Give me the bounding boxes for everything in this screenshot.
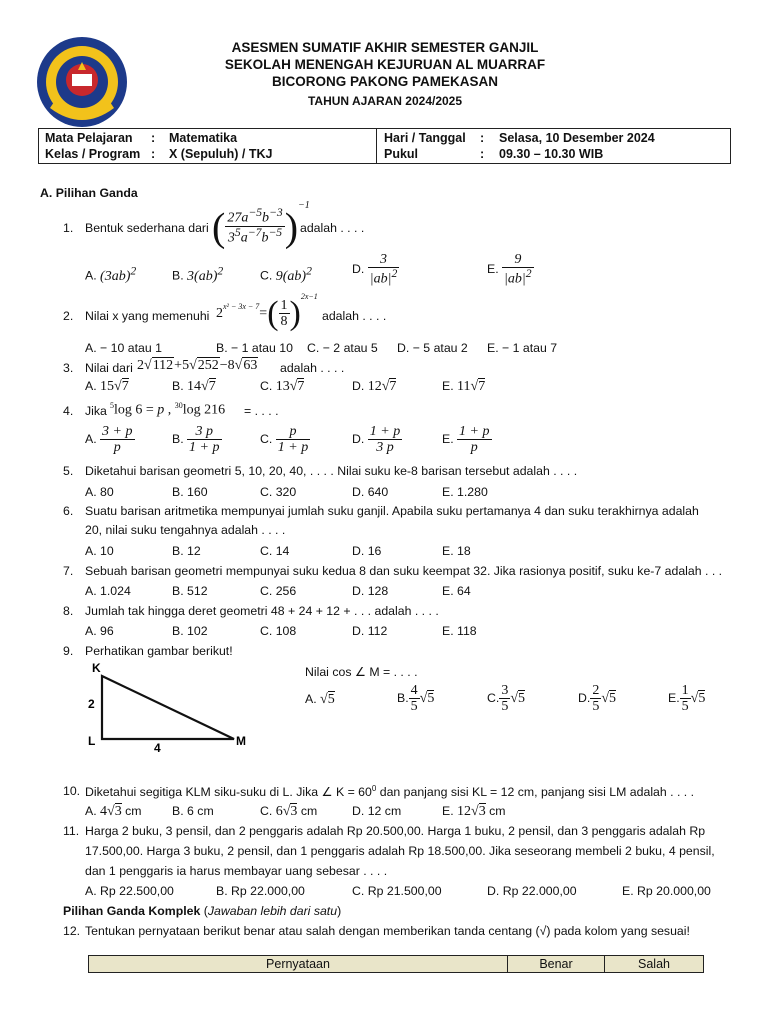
option-label: C. [260, 379, 273, 393]
q7-option-a[interactable]: A. 1.024 [85, 584, 131, 598]
q2-option-d[interactable]: D. − 5 atau 2 [397, 341, 468, 355]
q4-number: 4. [63, 404, 74, 418]
q3-option-d[interactable]: D. 12√7 [352, 379, 397, 394]
q9-option-d[interactable]: D. $\frac{2}{5}$ √5 [578, 683, 616, 715]
q1-text-end: adalah . . . . [300, 221, 365, 235]
class-value: X (Sepuluh) / TKJ [169, 147, 273, 161]
colon: : [151, 147, 156, 161]
q4-option-a[interactable]: A. $\frac{3 + p}{p}$ [85, 424, 133, 456]
q10-option-b[interactable]: B. 6 cm [172, 804, 214, 818]
q10-text-c: dan panjang sisi KL = 12 cm, panjang sisi LM adalah . . . . [379, 785, 695, 800]
q8-option-a[interactable]: A. 96 [85, 624, 114, 638]
q2-text: Nilai x yang memenuhi [85, 309, 210, 323]
q4-option-e[interactable]: E. $\frac{1 + p}{p}$ [442, 424, 490, 456]
option-label: E. [487, 261, 499, 276]
col-false: Salah [638, 957, 670, 971]
option-label: B. [172, 268, 184, 283]
q6-text-line2: 20, nilai suku tengahnya adalah . . . . [85, 523, 286, 537]
q5-option-a[interactable]: A. 80 [85, 485, 114, 499]
statement-table-header [88, 955, 704, 973]
col-statement: Pernyataan [266, 957, 330, 971]
section-a-title: A. Pilihan Ganda [40, 186, 138, 200]
option-label: D. [578, 691, 591, 706]
q1-number: 1. [63, 221, 74, 235]
q11-option-d[interactable]: D. Rp 22.000,00 [487, 884, 577, 898]
q11-number: 11. [63, 824, 80, 838]
section-b-title: Pilihan Ganda Komplek (Jawaban lebih dari satu) [63, 904, 342, 918]
q10-text-b: K = 60 [335, 785, 372, 800]
subject-value: Matematika [169, 131, 238, 145]
option-unit: cm [125, 804, 142, 818]
option-label: C. [260, 432, 273, 447]
exam-title: ASESMEN SUMATIF AKHIR SEMESTER GANJIL [231, 40, 539, 55]
q8-option-c[interactable]: C. 108 [260, 624, 297, 638]
q9-ask: Nilai cos [305, 665, 352, 679]
q10-option-c[interactable]: C. 6√3 cm [260, 804, 318, 819]
q3-option-c[interactable]: C. 13√7 [260, 379, 305, 394]
time-value: 09.30 – 10.30 WIB [499, 147, 604, 161]
q9-option-e[interactable]: E. $\frac{1}{5}$ √5 [668, 683, 706, 715]
option-label: A. [85, 804, 97, 818]
q3-option-a[interactable]: A. 15√7 [85, 379, 129, 394]
vertex-l: L [88, 734, 96, 748]
option-label: E. [668, 691, 680, 706]
q4-text-end: = . . . . [244, 404, 279, 418]
vertex-k: K [92, 661, 101, 675]
q5-text: Diketahui barisan geometri 5, 10, 20, 40, . . . . Nilai suku ke-8 barisan tersebut adalah . . . . [85, 464, 578, 478]
option-label: B. [172, 379, 184, 393]
q3-expression: 2√112+5√252−8√63 [137, 358, 258, 373]
q1-option-a[interactable]: A. $(3ab)^2$ [85, 264, 137, 284]
colon: : [480, 131, 485, 145]
q6-option-a[interactable]: A. 10 [85, 544, 114, 558]
q2-option-b[interactable]: B. − 1 atau 10 [216, 341, 293, 355]
school-location: BICORONG PAKONG PAMEKASAN [271, 74, 498, 89]
section-b-bold: Pilihan Ganda Komplek [63, 904, 201, 918]
q10-option-e[interactable]: E. 12√3 cm [442, 804, 506, 819]
academic-year: TAHUN AJARAN 2024/2025 [307, 94, 463, 108]
q5-option-e[interactable]: E. 1.280 [442, 485, 488, 499]
q11-option-a[interactable]: A. Rp 22.500,00 [85, 884, 174, 898]
q10-text: Diketahui segitiga KLM siku-suku di L. Jika ∠ $K = 60^0$ dan panjang sisi KL = 12 cm, panjang sisi LM adalah . . . . [85, 784, 695, 800]
section-b-italic: Jawaban lebih dari satu [207, 904, 338, 918]
q8-option-d[interactable]: D. 112 [352, 624, 388, 638]
q5-option-d[interactable]: D. 640 [352, 485, 389, 499]
option-coef: 13 [275, 379, 290, 394]
subject-label: Mata Pelajaran [45, 131, 133, 145]
day-label: Hari / Tanggal [384, 131, 466, 145]
q9-question [305, 665, 418, 679]
q6-option-c[interactable]: C. 14 [260, 544, 290, 558]
option-label: A. [85, 432, 97, 447]
q6-number: 6. [63, 504, 74, 518]
q4-expression: $^5$log 6 = p , $^{30}$log 216 [110, 401, 226, 418]
time-label: Pukul [384, 147, 419, 161]
q1-expression: ( $\frac{27a^{-5}b^{-3}}{3^5a^{-7}b^{-5}}$ )$^{-1}$ [212, 200, 310, 250]
q1-option-c[interactable]: C. 9(ab)$^2$ [260, 264, 312, 284]
vertex-m: M [236, 734, 246, 748]
q2-equation: $2^{x^2 - 3x - 7}=$( $\frac{1}{8}$ )$^{2x-1}$ [216, 292, 318, 332]
q8-option-b[interactable]: B. 102 [172, 624, 208, 638]
q11-option-b[interactable]: B. Rp 22.000,00 [216, 884, 305, 898]
q6-option-d[interactable]: D. 16 [352, 544, 382, 558]
option-coef: 11 [457, 379, 471, 394]
option-label: E. [442, 804, 454, 818]
option-coef: 15 [100, 379, 115, 394]
option-label: C. [260, 804, 273, 818]
option-label: E. [442, 379, 454, 393]
q11-text-line1: Harga 2 buku, 3 pensil, dan 2 penggaris adalah Rp 20.500,00. Harga 1 buku, 2 pensil, dan 3 penggaris adalah Rp [85, 824, 706, 838]
q11-option-e[interactable]: E. Rp 20.000,00 [622, 884, 711, 898]
q9-option-c[interactable]: C. $\frac{3}{5}$ √5 [487, 683, 525, 715]
q2-option-a[interactable]: A. − 10 atau 1 [85, 341, 162, 355]
q3-text-end: adalah . . . . [280, 361, 345, 375]
option-unit: cm [489, 804, 506, 818]
option-label: B. [172, 432, 184, 447]
school-name: SEKOLAH MENENGAH KEJURUAN AL MUARRAF [224, 57, 546, 72]
colon: : [151, 131, 156, 145]
q9-ask-end: M = . . . . [369, 665, 418, 679]
q3-option-e[interactable]: E. 11√7 [442, 379, 486, 394]
q10-option-a[interactable]: A. 4√3 cm [85, 804, 142, 819]
q3-number: 3. [63, 361, 74, 375]
q10-option-d[interactable]: D. 12 cm [352, 804, 402, 818]
q2-option-c[interactable]: C. − 2 atau 5 [307, 341, 378, 355]
q7-option-b[interactable]: B. 512 [172, 584, 208, 598]
option-label: A. [85, 379, 97, 393]
q4-option-d[interactable]: D. $\frac{1 + p}{3 p}$ [352, 424, 401, 456]
option-unit: cm [300, 804, 318, 818]
angle-icon: ∠ [354, 665, 366, 679]
option-label: D. [352, 379, 365, 393]
option-label: A. [85, 268, 97, 283]
option-label: D. [352, 432, 365, 447]
q8-number: 8. [63, 604, 74, 618]
option-coef: 14 [187, 379, 202, 394]
q11-option-c[interactable]: C. Rp 21.500,00 [352, 884, 442, 898]
q8-text: Jumlah tak hingga deret geometri 48 + 24 + 12 + . . . adalah . . . . [85, 604, 439, 618]
q7-text: Sebuah barisan geometri mempunyai suku kedua 8 dan suku keempat 32. Jika rasionya positif, suku ke-7 adalah . . . [85, 564, 723, 578]
q2-text-end: adalah . . . . [322, 309, 387, 323]
option-coef: 12 [367, 379, 382, 394]
q9-option-b[interactable]: B. $\frac{4}{5}$ √5 [397, 683, 435, 715]
q5-number: 5. [63, 464, 74, 478]
option-label: D. [352, 261, 365, 276]
q11-text-line3: dan 1 penggaris ia harus membayar uang sebesar . . . . [85, 864, 388, 878]
q3-option-b[interactable]: B. 14√7 [172, 379, 216, 394]
q12-number: 12. [63, 924, 81, 938]
q5-option-c[interactable]: C. 320 [260, 485, 297, 499]
q4-text: Jika [85, 404, 107, 418]
side-kl-length: 2 [88, 697, 95, 711]
q6-option-b[interactable]: B. 12 [172, 544, 201, 558]
q7-option-d[interactable]: D. 128 [352, 584, 389, 598]
class-label: Kelas / Program [45, 147, 141, 161]
option-label: A. [305, 692, 317, 706]
colon: : [480, 147, 485, 161]
option-label: C. [260, 268, 273, 283]
triangle-klm-figure [84, 660, 254, 755]
exam-info-table [38, 128, 731, 164]
q2-number: 2. [63, 309, 74, 323]
q10-text-a: Diketahui segitiga KLM siku-suku di L. Jika [85, 785, 319, 800]
q1-option-e[interactable]: E. $\frac{9}{|ab|^2}$ [487, 252, 532, 288]
day-value: Selasa, 10 Desember 2024 [499, 131, 655, 145]
q4-option-b[interactable]: B. $\frac{3 p}{1 + p}$ [172, 424, 220, 456]
q1-option-d[interactable]: D. $\frac{3}{|ab|^2}$ [352, 252, 398, 288]
q9-option-a[interactable]: A. √5 [305, 692, 335, 707]
q6-text-line1: Suatu barisan aritmetika mempunyai jumlah suku ganjil. Apabila suku pertamanya 4 dan suku terakhirnya adalah [85, 504, 699, 518]
q4-option-c[interactable]: C. $\frac{p}{1 + p}$ [260, 424, 309, 456]
option-label: E. [442, 432, 454, 447]
q7-number: 7. [63, 564, 74, 578]
option-label: B. [397, 691, 409, 706]
q5-option-b[interactable]: B. 160 [172, 485, 208, 499]
q3-text: Nilai dari [85, 361, 133, 375]
q7-option-e[interactable]: E. 64 [442, 584, 471, 598]
q9-number: 9. [63, 644, 74, 658]
q1-option-b[interactable]: B. 3(ab)$^2$ [172, 264, 224, 284]
q7-option-c[interactable]: C. 256 [260, 584, 297, 598]
q11-text-line2: 17.500,00. Harga 3 buku, 2 pensil, dan 1 penggaris adalah Rp 18.500,00. Jika seseorang membeli 2 buku, 4 pensil, [85, 844, 715, 858]
angle-icon: ∠ [321, 785, 333, 800]
col-true: Benar [539, 957, 573, 971]
q8-option-e[interactable]: E. 118 [442, 624, 477, 638]
school-logo [36, 36, 128, 128]
q2-option-e[interactable]: E. − 1 atau 7 [487, 341, 558, 355]
q1-text: Bentuk sederhana dari [85, 221, 209, 235]
side-lm-length: 4 [154, 741, 161, 755]
option-label: C. [487, 691, 500, 706]
q9-text: Perhatikan gambar berikut! [85, 644, 233, 658]
q12-text: Tentukan pernyataan berikut benar atau salah dengan memberikan tanda centang (√) pada kolom yang sesuai! [85, 924, 690, 938]
q10-number: 10. [63, 784, 81, 798]
q6-option-e[interactable]: E. 18 [442, 544, 471, 558]
